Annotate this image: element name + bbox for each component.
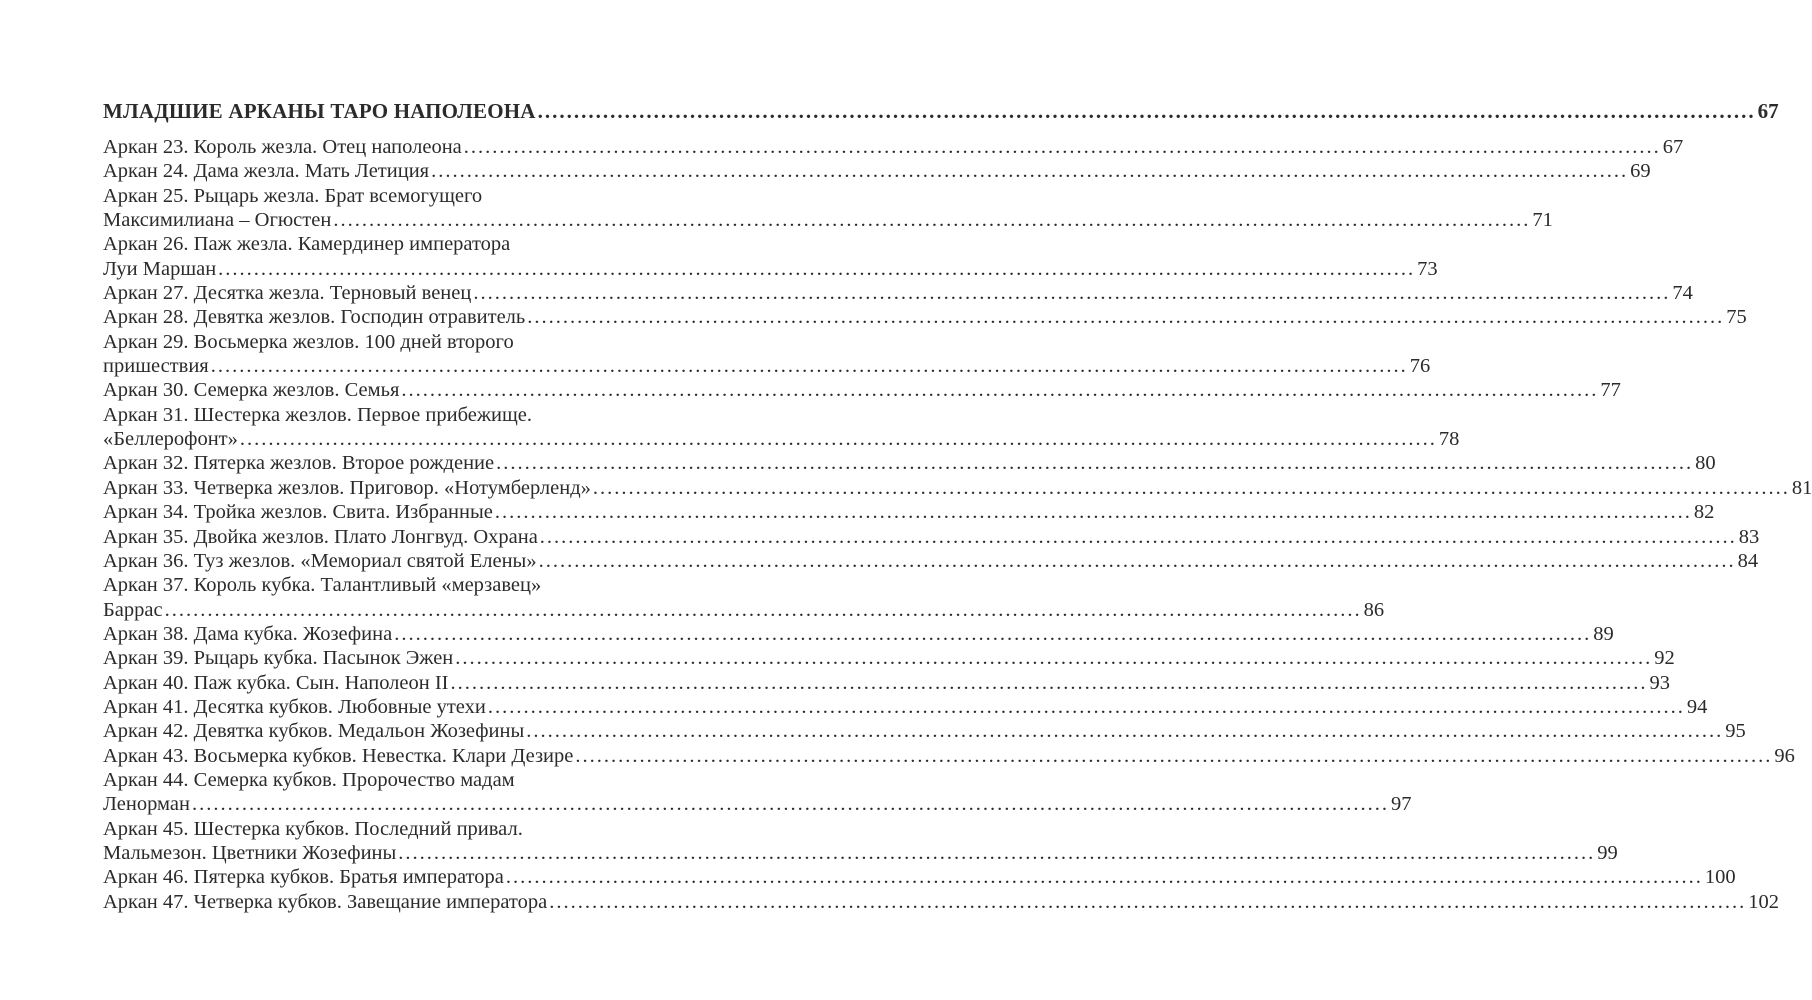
- toc-entry-page-number: 69: [1630, 160, 1651, 183]
- toc-entry-page-number: 94: [1686, 695, 1708, 718]
- toc-entry[interactable]: [103, 622, 1614, 646]
- dot-leader: [539, 549, 1736, 573]
- toc-entry-line: [103, 598, 1385, 622]
- toc-entry-page-number: 74: [1672, 282, 1693, 305]
- toc-entry-line: [103, 500, 1715, 524]
- toc-entry-title: Аркан 32. Пятерка жезлов. Второе рождение: [103, 452, 495, 475]
- toc-entry-line: [103, 719, 1746, 743]
- toc-entry-page-number: 84: [1737, 549, 1759, 572]
- toc-entry-page-number: 77: [1600, 379, 1621, 402]
- toc-entry-title: Аркан 34. Тройка жезлов. Свита. Избранные: [103, 501, 493, 524]
- toc-entry-page-number: 89: [1593, 622, 1614, 645]
- toc-entry-page-number: 78: [1438, 428, 1460, 451]
- toc-entry-title: Аркан 38. Дама кубка. Жозефина: [103, 622, 393, 645]
- dot-leader: [211, 354, 1408, 378]
- toc-entry[interactable]: [103, 135, 1684, 159]
- toc-entry-line: [103, 378, 1621, 402]
- dot-leader: [549, 890, 1746, 914]
- toc-entry-title: Мальмезон. Цветники Жозефины: [103, 841, 397, 864]
- dot-leader: [333, 208, 1530, 232]
- toc-entry-title: Баррас: [103, 598, 163, 621]
- toc-entry[interactable]: [103, 305, 1747, 329]
- toc-entry-title: Аркан 46. Пятерка кубков. Братья императора: [103, 866, 504, 889]
- dot-leader: [575, 744, 1772, 768]
- dot-leader: [165, 598, 1362, 622]
- toc-entry[interactable]: [103, 646, 1675, 670]
- toc-entry-title: Аркан 30. Семерка жезлов. Семья: [103, 379, 400, 402]
- toc-entry-title: Аркан 25. Рыцарь жезла. Брат всемогущего: [103, 184, 483, 207]
- toc-entry-line: [103, 525, 1760, 549]
- toc-entry-line: [103, 622, 1614, 646]
- toc-entry-page-number: 81: [1791, 476, 1812, 499]
- toc-entry-page-number: 73: [1417, 257, 1438, 280]
- toc-entry-title: Аркан 44. Семерка кубков. Пророчество мадам: [103, 768, 515, 791]
- toc-entry-page-number: 71: [1532, 209, 1553, 232]
- toc-entry-page-number: 93: [1649, 671, 1670, 694]
- toc-entry-title: Аркан 37. Король кубка. Талантливый «мерзавец»: [103, 574, 542, 597]
- toc-entry-line: [103, 330, 625, 354]
- toc-entry-line: [103, 354, 1431, 378]
- toc-entry-title: Аркан 41. Десятка кубков. Любовные утехи: [103, 695, 486, 718]
- toc-entry-page-number: 76: [1409, 355, 1431, 378]
- toc-entry[interactable]: [103, 451, 1716, 475]
- section-page-number: 67: [1757, 99, 1779, 123]
- toc-entry[interactable]: [103, 573, 1385, 622]
- toc-entry-title: Аркан 42. Девятка кубков. Медальон Жозефины: [103, 720, 525, 743]
- toc-entry-title: Аркан 40. Паж кубка. Сын. Наполеон II: [103, 671, 449, 694]
- toc-entry-page-number: 100: [1704, 866, 1736, 889]
- toc-entry-title: Аркан 28. Девятка жезлов. Господин отравитель: [103, 306, 526, 329]
- toc-entry-page-number: 80: [1695, 452, 1716, 475]
- dot-leader: [495, 500, 1692, 524]
- toc-entries: [103, 135, 1812, 914]
- toc-entry[interactable]: [103, 719, 1746, 743]
- toc-entry-page-number: 86: [1363, 598, 1385, 621]
- toc-entry-title: Аркан 33. Четверка жезлов. Приговор. «Нотумберленд»: [103, 476, 591, 499]
- toc-entry[interactable]: [103, 549, 1759, 573]
- toc-entry-title: Максимилиана – Огюстен: [103, 209, 332, 232]
- toc-entry-title: Аркан 39. Рыцарь кубка. Пасынок Эжен: [103, 647, 454, 670]
- toc-entry-line: [103, 890, 1779, 914]
- toc-entry-page-number: 95: [1725, 720, 1746, 743]
- toc-entry-title: Аркан 43. Восьмерка кубков. Невестка. Клари Дезире: [103, 744, 574, 767]
- toc-entry[interactable]: [103, 695, 1708, 719]
- toc-entry-page-number: 67: [1662, 136, 1684, 158]
- dot-leader: [464, 135, 1661, 159]
- dot-leader: [473, 281, 1670, 305]
- toc-entry-line: [103, 671, 1670, 695]
- toc-entry-line: [103, 646, 1675, 670]
- toc-entry-page-number: 99: [1597, 841, 1618, 864]
- toc-entry-title: Аркан 31. Шестерка жезлов. Первое прибежище.: [103, 403, 532, 426]
- toc-entry-line: [103, 476, 1812, 500]
- dot-leader: [394, 622, 1591, 646]
- toc-entry[interactable]: [103, 378, 1621, 402]
- dot-leader: [401, 378, 1598, 402]
- toc-entry-page-number: 96: [1774, 744, 1795, 767]
- toc-entry-page-number: 92: [1654, 647, 1675, 670]
- toc-entry-title: Луи Маршан: [103, 257, 217, 280]
- toc-entry-title: Аркан 35. Двойка жезлов. Плато Лонгвуд. Охрана: [103, 525, 538, 548]
- toc-section-heading: [103, 97, 1779, 125]
- toc-entry-line: [103, 695, 1708, 719]
- toc-entry-title: Аркан 29. Восьмерка жезлов. 100 дней второго: [103, 330, 514, 353]
- toc-entry-line: [103, 841, 1618, 865]
- toc-entry-title: Аркан 24. Дама жезла. Мать Летиция: [103, 160, 430, 183]
- toc-entry-page-number: 82: [1693, 501, 1715, 524]
- dot-leader: [506, 865, 1703, 889]
- toc-entry-title: Аркан 45. Шестерка кубков. Последний привал.: [103, 817, 523, 840]
- toc-entry[interactable]: [103, 817, 1618, 866]
- toc-entry[interactable]: [103, 744, 1795, 768]
- dot-leader: [218, 257, 1415, 281]
- toc-entry-line: [103, 257, 1438, 281]
- dot-leader: [451, 671, 1648, 695]
- toc-entry-line: [103, 744, 1795, 768]
- toc-entry-title: Аркан 23. Король жезла. Отец наполеона: [103, 136, 462, 158]
- toc-entry[interactable]: [103, 403, 1460, 452]
- toc-entry-line: [103, 549, 1759, 573]
- toc-entry[interactable]: [103, 232, 1438, 281]
- section-title: МЛАДШИЕ АРКАНЫ ТАРО НАПОЛЕОНА: [103, 99, 536, 123]
- toc-entry-line: [103, 403, 625, 427]
- dot-leader: [488, 695, 1685, 719]
- toc-entry-title: Аркан 47. Четверка кубков. Завещание императора: [103, 890, 548, 913]
- toc-entry-line: [103, 135, 1684, 159]
- toc-entry-page-number: 75: [1726, 306, 1747, 329]
- toc-entry-line: [103, 208, 1553, 232]
- dot-leader: [455, 646, 1652, 670]
- toc-entry-line: [103, 451, 1716, 475]
- toc-entry[interactable]: [103, 890, 1779, 914]
- dot-leader: [593, 476, 1790, 500]
- toc-entry-title: пришествия: [103, 355, 209, 378]
- toc-entry-line: [103, 817, 625, 841]
- dot-leader: [240, 427, 1437, 451]
- toc-entry-line: [103, 573, 625, 597]
- toc-entry-line: [103, 232, 625, 256]
- toc-entry-line: [103, 865, 1736, 889]
- toc-entry-line: [103, 184, 625, 208]
- toc-entry[interactable]: [103, 500, 1715, 524]
- toc-entry[interactable]: [103, 184, 1553, 233]
- table-of-contents: [103, 97, 1812, 914]
- toc-entry-line: [103, 281, 1693, 305]
- toc-entry-page-number: 97: [1390, 793, 1412, 816]
- dot-leader: [538, 97, 1756, 125]
- toc-entry[interactable]: [103, 525, 1760, 549]
- toc-entry-title: «Беллерофонт»: [103, 428, 238, 451]
- dot-leader: [398, 841, 1595, 865]
- dot-leader: [540, 525, 1737, 549]
- toc-entry[interactable]: [103, 330, 1431, 379]
- toc-entry-line: [103, 305, 1747, 329]
- toc-entry-line: [103, 768, 625, 792]
- toc-entry-page-number: 102: [1748, 890, 1779, 913]
- toc-entry[interactable]: [103, 768, 1412, 817]
- toc-entry[interactable]: [103, 281, 1693, 305]
- dot-leader: [496, 451, 1693, 475]
- dot-leader: [431, 159, 1628, 183]
- toc-entry[interactable]: [103, 671, 1670, 695]
- toc-entry-title: Аркан 36. Туз жезлов. «Мемориал святой Елены»: [103, 549, 537, 572]
- toc-entry[interactable]: [103, 476, 1812, 500]
- toc-entry-line: [103, 427, 1460, 451]
- dot-leader: [527, 305, 1724, 329]
- toc-entry-title: Аркан 26. Паж жезла. Камердинер императора: [103, 233, 511, 256]
- dot-leader: [526, 719, 1723, 743]
- toc-entry-line: [103, 792, 1412, 816]
- dot-leader: [192, 792, 1389, 816]
- toc-entry[interactable]: [103, 159, 1651, 183]
- toc-entry-line: [103, 159, 1651, 183]
- toc-entry-title: Ленорман: [103, 793, 190, 816]
- toc-entry-page-number: 83: [1738, 525, 1760, 548]
- toc-entry-title: Аркан 27. Десятка жезла. Терновый венец: [103, 282, 472, 305]
- toc-entry[interactable]: [103, 865, 1736, 889]
